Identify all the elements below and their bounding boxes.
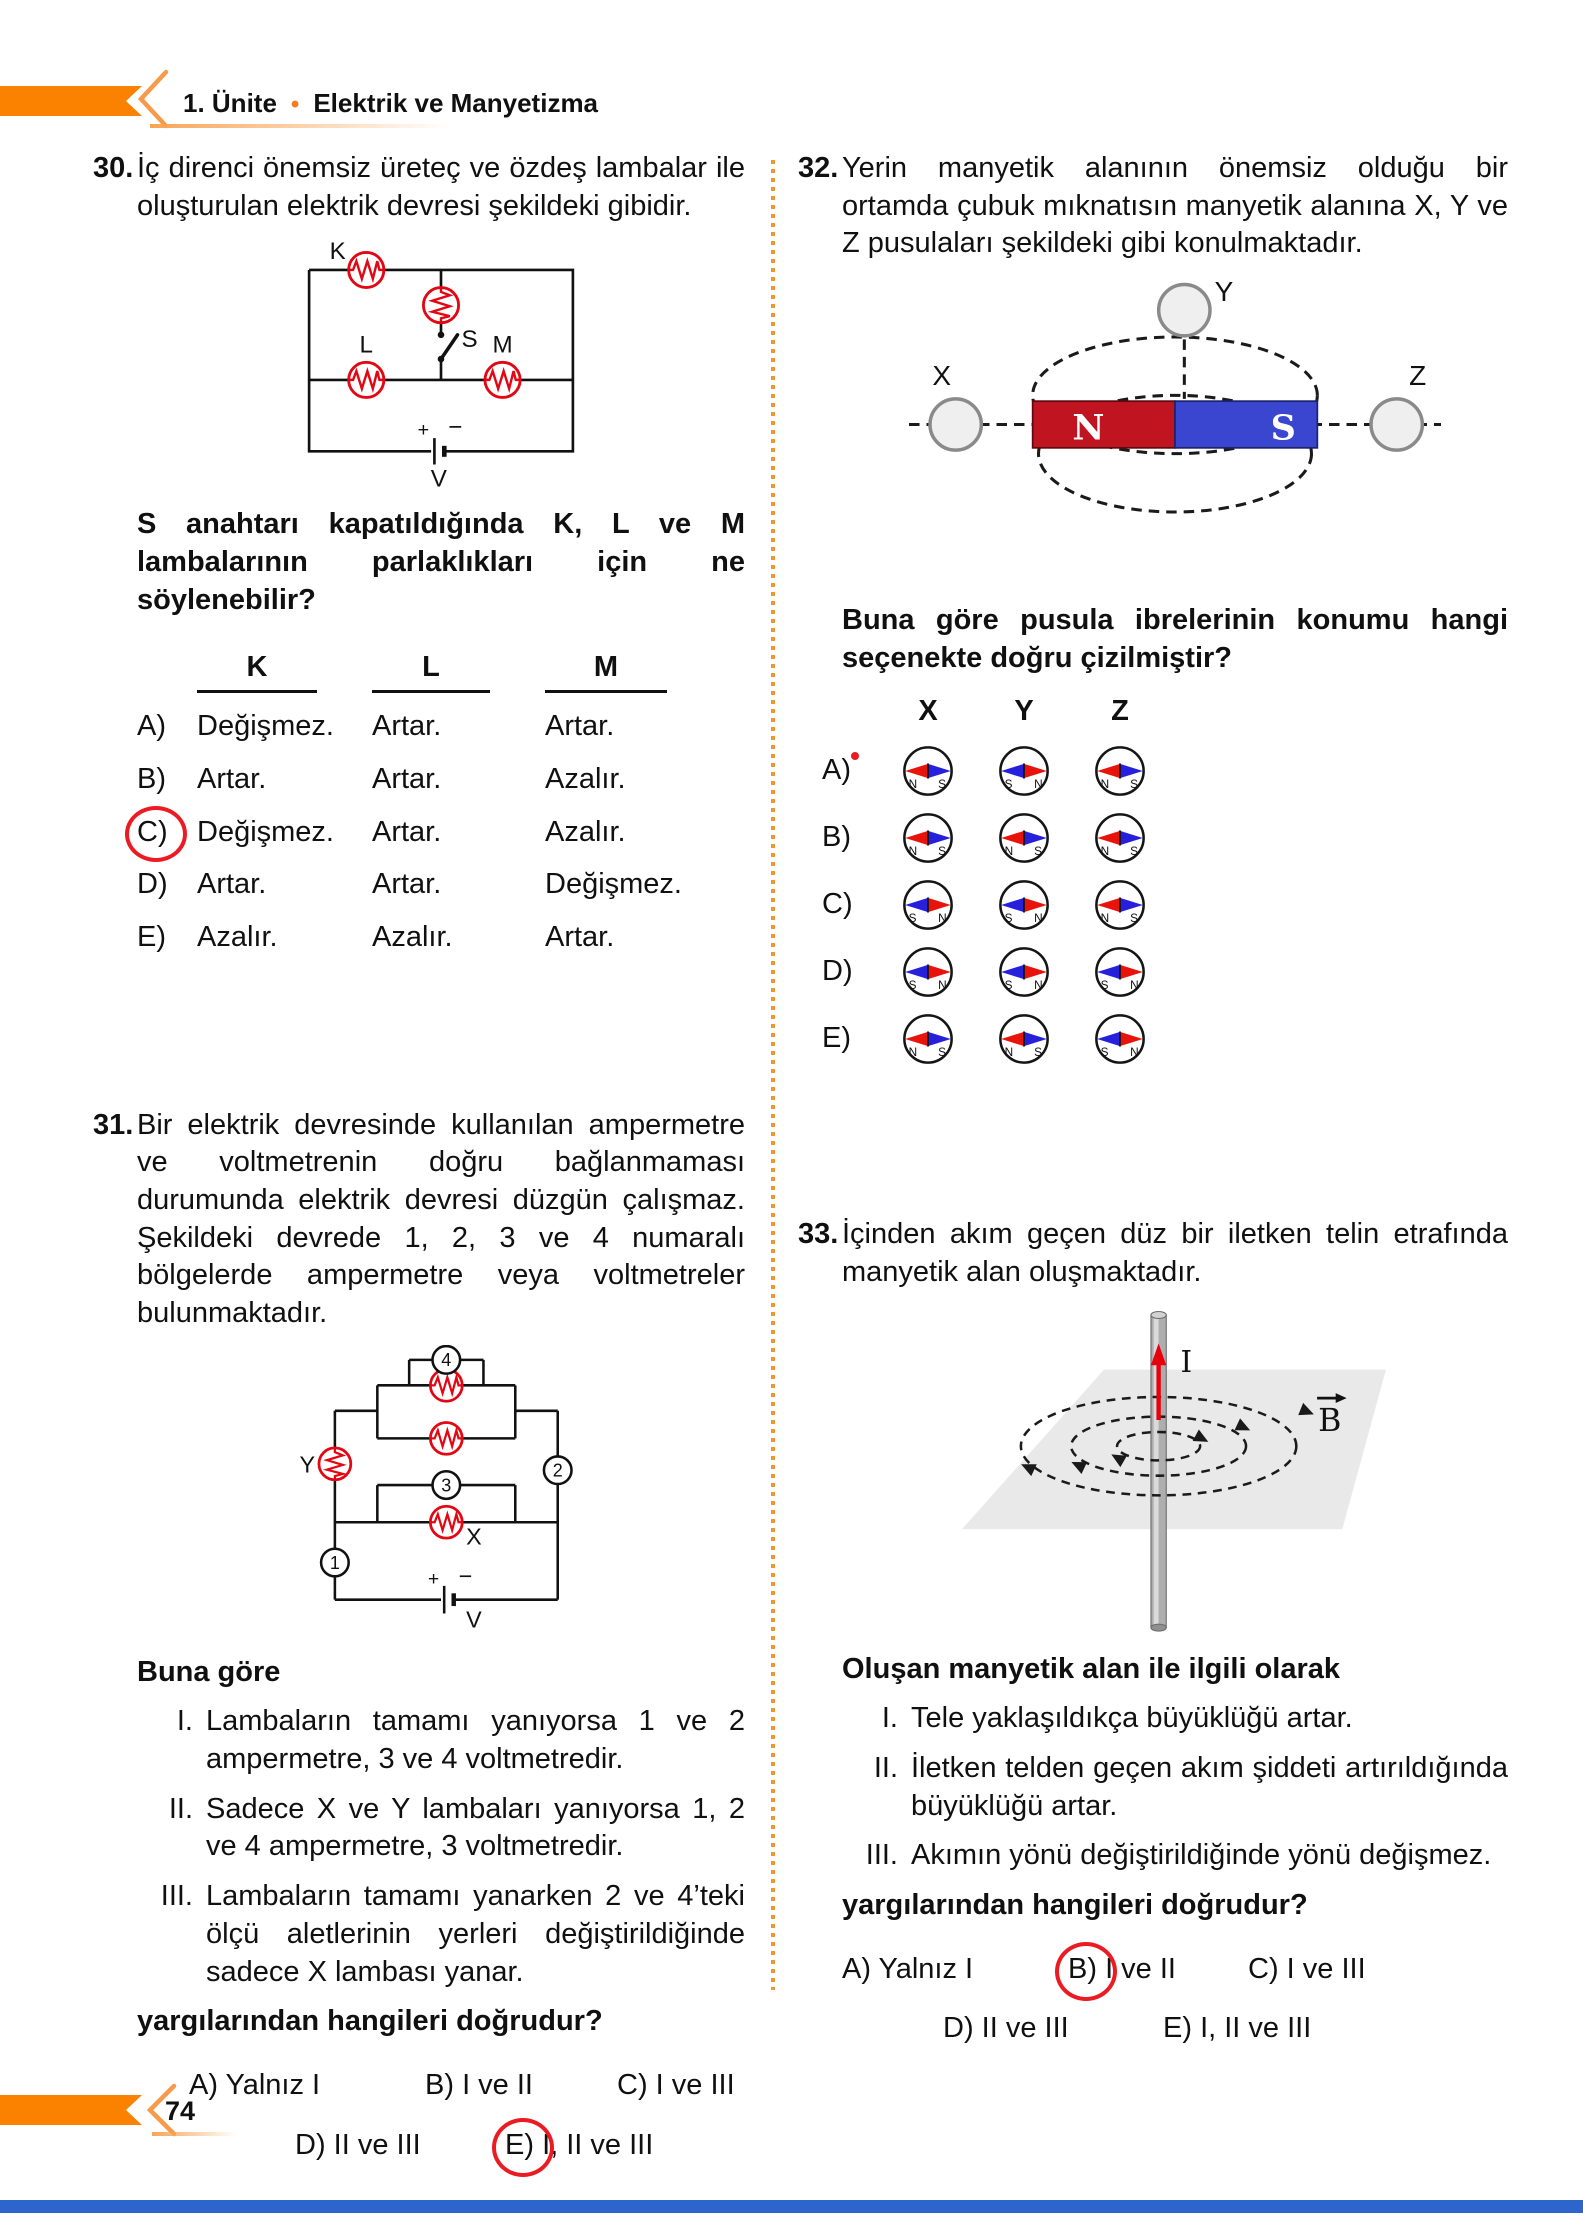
q33-wire-diagram xyxy=(940,1304,1410,1643)
svg-text:2: 2 xyxy=(552,1460,563,1481)
cell: Azalır. xyxy=(372,920,453,953)
option-letter: A) xyxy=(137,710,166,743)
compass-icon xyxy=(880,945,976,999)
label-minus: − xyxy=(458,1562,473,1589)
option-letter: A) xyxy=(822,752,880,790)
meter-3-icon xyxy=(433,1471,461,1499)
label-z: Z xyxy=(1409,359,1427,391)
statement-iii xyxy=(137,1878,745,1991)
magnet-n-label: N xyxy=(1072,407,1105,449)
statement-text: Lambaların tamamı yanıyorsa 1 ve 2 ampermetre, 3 ve 4 voltmetredir. xyxy=(206,1705,745,1776)
right-column xyxy=(800,150,1508,2048)
lamp-k-icon xyxy=(349,253,384,288)
svg-text:4: 4 xyxy=(441,1349,452,1370)
svg-text:N: N xyxy=(908,777,918,791)
q31-lead: Buna göre xyxy=(137,1655,281,1688)
unit-title: Elektrik ve Manyetizma xyxy=(313,88,599,118)
statement-iii xyxy=(842,1837,1508,1875)
option-d: D) II ve III xyxy=(943,2012,1069,2045)
q31-question: yargılarından hangileri doğrudur? xyxy=(137,2005,603,2038)
question-33 xyxy=(800,1216,1508,2048)
compass-icon xyxy=(1072,878,1168,932)
svg-text:N: N xyxy=(938,978,947,992)
roman-numeral: I. xyxy=(176,1705,193,1738)
cell: Artar. xyxy=(372,868,442,901)
statement-i xyxy=(137,1703,745,1778)
svg-text:S: S xyxy=(1130,844,1138,858)
compass-icon xyxy=(1072,1012,1168,1066)
svg-text:B: B xyxy=(1318,1402,1342,1439)
option-letter: B) xyxy=(822,821,851,854)
col-header-y: Y xyxy=(1014,695,1034,728)
compass-icon xyxy=(1072,811,1168,865)
bullet-icon: • xyxy=(290,91,300,118)
q30-answer-table xyxy=(137,649,745,956)
compass-icon xyxy=(1072,744,1168,798)
compass-x-icon xyxy=(930,399,981,450)
svg-text:1: 1 xyxy=(329,1552,340,1573)
svg-text:N: N xyxy=(938,911,947,925)
header-title xyxy=(183,88,598,119)
plane xyxy=(962,1369,1386,1529)
question-number: 32. xyxy=(798,152,839,184)
option-letter: E) xyxy=(822,1022,851,1055)
svg-text:S: S xyxy=(1130,911,1138,925)
svg-text:S: S xyxy=(1034,844,1042,858)
q31-circuit-diagram xyxy=(271,1345,611,1640)
q33-options-row-1 xyxy=(842,1951,1508,1989)
header-chevron-icon xyxy=(132,68,176,130)
col-header-x: X xyxy=(918,695,938,728)
svg-text:S: S xyxy=(908,911,917,925)
compass-row-d xyxy=(822,945,1508,999)
option-letter: C) xyxy=(137,814,197,852)
option-a: A) Yalnız I xyxy=(189,2068,321,2101)
header-underline xyxy=(150,124,450,128)
unit-label: 1. Ünite xyxy=(183,88,277,118)
compass-z-icon xyxy=(1371,399,1422,450)
svg-text:N: N xyxy=(1100,844,1110,858)
cell: Artar. xyxy=(545,710,615,743)
svg-text:N: N xyxy=(1130,1045,1139,1059)
label-s: S xyxy=(461,326,478,354)
svg-text:S: S xyxy=(938,777,946,791)
svg-text:S: S xyxy=(1100,978,1109,992)
svg-text:S: S xyxy=(1004,777,1013,791)
table-row-c xyxy=(137,814,745,852)
compass-row-b xyxy=(822,811,1508,865)
table-row-a xyxy=(137,708,745,746)
option-c: C) I ve III xyxy=(1248,1952,1366,1985)
statement-text: İletken telden geçen akım şiddeti artırıldığında büyüklüğü artar. xyxy=(911,1751,1508,1822)
lamp-icon xyxy=(430,1422,462,1454)
compass-icon xyxy=(1072,945,1168,999)
label-k: K xyxy=(329,238,346,266)
roman-numeral: II. xyxy=(168,1792,193,1825)
question-number: 31. xyxy=(93,1108,134,1141)
statement-text: Sadece X ve Y lambaları yanıyorsa 1, 2 ve 4 ampermetre, 3 voltmetredir. xyxy=(206,1792,745,1863)
label-plus: + xyxy=(417,419,430,442)
compass-icon xyxy=(880,878,976,932)
table-row-d xyxy=(137,866,745,904)
svg-text:N: N xyxy=(1100,777,1110,791)
compass-icon xyxy=(976,811,1072,865)
question-31 xyxy=(95,1107,745,2165)
q31-intro: Bir elektrik devresinde kullanılan ampermetre ve voltmetrenin doğru bağlanmaması durumunda elektrik devresi düzgün çalışmaz. Şekildeki devrede 1, 2, 3 ve 4 numaralı bölgelerde ampermetre veya voltmetreler bulunmaktadır. xyxy=(137,1108,745,1329)
label-m: M xyxy=(492,331,513,359)
roman-numeral: III. xyxy=(865,1839,898,1872)
compass-icon xyxy=(976,878,1072,932)
option-c: C) I ve III xyxy=(617,2068,735,2101)
option-letter: D) xyxy=(137,868,168,901)
q32-question: Buna göre pusula ibrelerinin konumu hangi seçenekte doğru çizilmiştir? xyxy=(842,604,1508,674)
option-d: D) II ve III xyxy=(295,2128,421,2161)
svg-text:N: N xyxy=(1004,844,1014,858)
column-divider xyxy=(771,160,775,1990)
svg-text:S: S xyxy=(1100,1045,1109,1059)
compass-y-icon xyxy=(1159,285,1210,336)
statement-text: Akımın yönü değiştirildiğinde yönü değişmez. xyxy=(911,1839,1492,1872)
option-a: A) Yalnız I xyxy=(842,1952,974,1985)
q32-magnet-diagram xyxy=(895,275,1455,588)
meter-2-icon xyxy=(544,1456,572,1484)
svg-text:N: N xyxy=(1100,911,1110,925)
option-letter: E) xyxy=(137,920,166,953)
cell: Değişmez. xyxy=(197,815,334,848)
lamp-l-icon xyxy=(349,363,384,398)
compass-icon xyxy=(880,811,976,865)
col-header-k: K xyxy=(197,649,317,693)
lamp-m-icon xyxy=(485,363,520,398)
cell: Değişmez. xyxy=(545,868,682,901)
footer-orange-bar xyxy=(0,2095,142,2125)
svg-text:N: N xyxy=(1130,978,1139,992)
svg-text:S: S xyxy=(908,978,917,992)
option-e: E) I, II ve III xyxy=(505,2127,653,2165)
label-x: X xyxy=(932,359,952,391)
cell: Artar. xyxy=(545,920,615,953)
left-column xyxy=(95,150,745,2164)
cell: Artar. xyxy=(372,815,442,848)
statement-i xyxy=(842,1700,1508,1738)
table-row-e xyxy=(137,919,745,957)
roman-numeral: II. xyxy=(873,1751,898,1784)
option-b: B) I ve II xyxy=(425,2068,533,2101)
svg-text:N: N xyxy=(1004,1045,1014,1059)
bar-magnet xyxy=(1033,401,1318,449)
statement-text: Lambaların tamamı yanarken 2 ve 4’teki ölçü aletlerinin yerleri değiştirildiğinde sadece X lambası yanar. xyxy=(206,1880,745,1988)
compass-icon xyxy=(976,1012,1072,1066)
statement-text: Tele yaklaşıldıkça büyüklüğü artar. xyxy=(911,1702,1353,1735)
svg-text:N: N xyxy=(1034,777,1043,791)
compass-icon xyxy=(976,744,1072,798)
option-b: B) I ve II xyxy=(1068,1951,1248,1989)
roman-numeral: III. xyxy=(160,1880,193,1913)
bottom-blue-bar xyxy=(0,2200,1583,2213)
cell: Azalır. xyxy=(545,762,626,795)
table-row-b xyxy=(137,761,745,799)
compass-row-a xyxy=(822,744,1508,798)
svg-text:N: N xyxy=(908,1045,918,1059)
option-letter: B) xyxy=(137,762,166,795)
cell: Artar. xyxy=(197,762,267,795)
col-header-m: M xyxy=(545,649,667,693)
label-y: Y xyxy=(1214,275,1234,307)
lamp-y-icon xyxy=(319,1448,351,1480)
question-30 xyxy=(95,150,745,957)
svg-text:S: S xyxy=(1034,1045,1042,1059)
magnet-s-label: S xyxy=(1270,407,1296,449)
label-current: I xyxy=(1180,1344,1193,1379)
label-plus: + xyxy=(427,1568,440,1590)
meter-1-icon xyxy=(321,1548,349,1576)
svg-text:S: S xyxy=(1004,911,1013,925)
cell: Artar. xyxy=(197,868,267,901)
statement-ii xyxy=(842,1750,1508,1825)
q32-compass-grid xyxy=(822,693,1508,1066)
statement-ii xyxy=(137,1791,745,1866)
compass-row-e xyxy=(822,1012,1508,1066)
label-v: V xyxy=(466,1605,482,1632)
q30-question: S anahtarı kapatıldığında K, L ve M lambalarının parlaklıkları için ne söylenebilir? xyxy=(137,508,745,616)
cell: Artar. xyxy=(372,710,442,743)
cell: Değişmez. xyxy=(197,710,334,743)
q33-options-row-2 xyxy=(842,2010,1508,2048)
svg-text:S: S xyxy=(938,844,946,858)
option-letter: C) xyxy=(822,888,853,921)
q31-options-row-1 xyxy=(137,2067,745,2105)
svg-text:3: 3 xyxy=(441,1475,452,1496)
q32-intro: Yerin manyetik alanının önemsiz olduğu bir ortamda çubuk mıknatısın manyetik alanına X, Y ve Z pusulaları şekildeki gibi konulmaktadır. xyxy=(842,152,1508,260)
compass-icon xyxy=(880,1012,976,1066)
compass-icon xyxy=(976,945,1072,999)
svg-text:S: S xyxy=(938,1045,946,1059)
footer-underline xyxy=(152,2132,237,2136)
question-number: 33. xyxy=(798,1218,839,1251)
header-orange-bar xyxy=(0,86,142,116)
switch-icon xyxy=(438,332,458,363)
compass-icon xyxy=(880,744,976,798)
lamp-x-icon xyxy=(430,1506,462,1538)
compass-row-c xyxy=(822,878,1508,932)
cell: Azalır. xyxy=(545,815,626,848)
option-letter: D) xyxy=(822,955,853,988)
question-number: 30. xyxy=(93,152,134,184)
label-minus: − xyxy=(448,414,463,442)
cell: Artar. xyxy=(372,762,442,795)
lamp-mid-icon xyxy=(423,288,458,323)
meter-4-icon xyxy=(433,1346,461,1374)
col-header-l: L xyxy=(372,649,490,693)
q33-lead: Oluşan manyetik alan ile ilgili olarak xyxy=(842,1652,1341,1685)
page-number: 74 xyxy=(165,2096,196,2126)
svg-text:N: N xyxy=(908,844,918,858)
table-header-row xyxy=(137,649,745,693)
q30-intro: İç direnci önemsiz üreteç ve özdeş lambalar ile oluşturulan elektrik devresi şekildeki gibidir. xyxy=(137,152,745,222)
col-header-z: Z xyxy=(1111,695,1129,728)
question-32 xyxy=(800,150,1508,1066)
label-x: X xyxy=(466,1523,482,1550)
label-l: L xyxy=(359,331,373,359)
q33-intro: İçinden akım geçen düz bir iletken telin etrafında manyetik alan oluşmaktadır. xyxy=(842,1218,1508,1288)
svg-text:S: S xyxy=(1130,777,1138,791)
svg-text:N: N xyxy=(1034,911,1043,925)
roman-numeral: I. xyxy=(881,1702,898,1735)
label-v: V xyxy=(430,465,447,493)
q33-question: yargılarından hangileri doğrudur? xyxy=(842,1888,1308,1921)
svg-text:S: S xyxy=(1004,978,1013,992)
label-y: Y xyxy=(299,1451,316,1478)
q30-circuit-diagram xyxy=(276,237,606,492)
svg-text:N: N xyxy=(1034,978,1043,992)
compass-grid-header xyxy=(822,693,1508,731)
cell: Azalır. xyxy=(197,920,278,953)
option-e: E) I, II ve III xyxy=(1163,2012,1312,2045)
